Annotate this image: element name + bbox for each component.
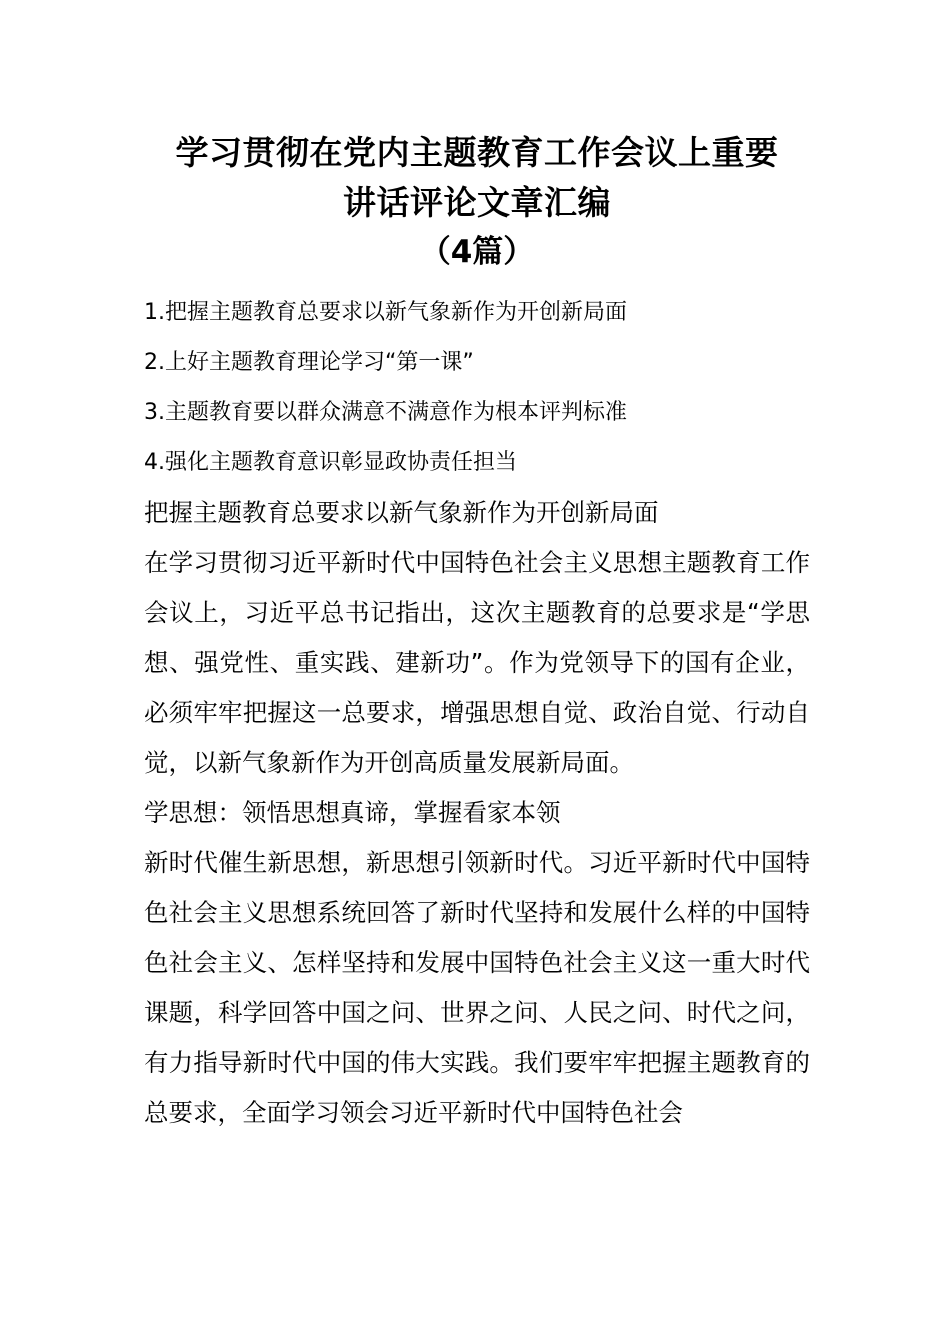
article-count: （4篇） (419, 234, 535, 270)
title-line-2: 讲话评论文章汇编 (343, 183, 611, 222)
body-paragraph: 新时代催生新思想，新思想引领新时代。习近平新时代中国特色社会主义思想系统回答了新时代坚持和发展什么样的中国特色社会主义、怎样坚持和发展中国特色社会主义这一重大时代课题，科学回答中国之问、世界之问、人民之问、时代之问，有力指导新时代中国的伟大实践。我们要牢牢把握主题教育的总要求，全面学习领会习近平新时代中国特色社会 (144, 848, 810, 1127)
table-of-contents (144, 288, 810, 488)
toc-item: 3.主题教育要以群众满意不满意作为根本评判标准 (144, 400, 627, 425)
document-title (144, 128, 810, 228)
toc-item: 1.把握主题教育总要求以新气象新作为开创新局面 (144, 300, 627, 325)
title-line-1: 学习贯彻在党内主题教育工作会议上重要 (175, 133, 779, 172)
section-subheading: 学思想：领悟思想真谛，掌握看家本领 (144, 798, 561, 827)
toc-item: 4.强化主题教育意识彰显政协责任担当 (144, 450, 517, 475)
document-page (144, 128, 810, 1138)
toc-item: 2.上好主题教育理论学习“第一课” (144, 350, 474, 375)
article-title: 把握主题教育总要求以新气象新作为开创新局面 (144, 498, 659, 527)
body-paragraph: 在学习贯彻习近平新时代中国特色社会主义思想主题教育工作会议上，习近平总书记指出，这次主题教育的总要求是“学思想、强党性、重实践、建新功”。作为党领导下的国有企业，必须牢牢把握这一总要求，增强思想自觉、政治自觉、行动自觉，以新气象新作为开创高质量发展新局面。 (144, 548, 810, 777)
